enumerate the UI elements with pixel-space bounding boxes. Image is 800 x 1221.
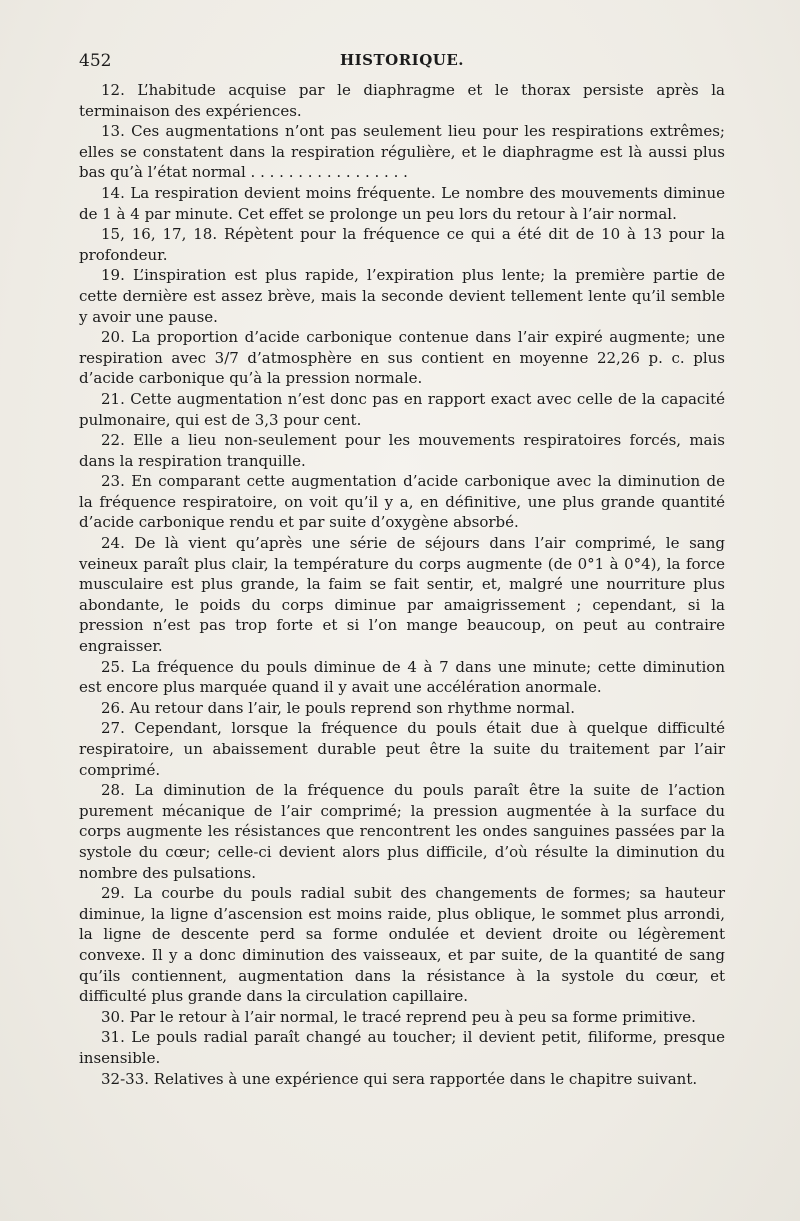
paragraph-29: 29. La courbe du pouls radial subit des changements de formes; sa hauteur diminue, la ligne d’ascension est moins raide, plus oblique, le sommet plus arrondi, la ligne de descente perd sa forme ondulée et devient droite ou légèrement convexe. Il y a donc diminution des vaisseaux, et par suite, de la quantité de sang qu’ils contiennent, augmentation dans la résistance à la systole du cœur, et difficulté plus grande dans la circulation capillaire. (79, 884, 725, 1006)
paragraph-27: 27. Cependant, lorsque la fréquence du pouls était due à quelque difficulté respiratoire, un abaissement durable peut être la suite du traitement par l’air comprimé. (79, 719, 725, 779)
paragraph-23: 23. En comparant cette augmentation d’acide carbonique avec la diminution de la fréquence respiratoire, on voit qu’il y a, en définitive, une plus grande quantité d’acide carbonique rendu et par suite d’oxygène absorbé. (79, 472, 725, 532)
paragraph-26: 26. Au retour dans l’air, le pouls reprend son rhythme normal. (101, 698, 575, 717)
paragraph-20: 20. La proportion d’acide carbonique contenue dans l’air expiré augmente; une respiration avec 3/7 d’atmosphère en sus contient en moyenne 22,26 p. c. plus d’acide carbonique qu’à la pression normale. (79, 328, 725, 388)
page-header (79, 48, 725, 74)
paragraph-22: 22. Elle a lieu non-seulement pour les mouvements respiratoires forcés, mais dans la respiration tranquille. (79, 431, 725, 470)
body-text (79, 80, 725, 1089)
paragraph-15-18: 15, 16, 17, 18. Répètent pour la fréquence ce qui a été dit de 10 à 13 pour la profondeur. (79, 225, 725, 264)
paragraph-31: 31. Le pouls radial paraît changé au toucher; il devient petit, filiforme, presque insensible. (79, 1028, 725, 1067)
running-title: HISTORIQUE. (339, 51, 465, 69)
paragraph-30: 30. Par le retour à l’air normal, le tracé reprend peu à peu sa forme primitive. (101, 1007, 696, 1026)
paragraph-13: 13. Ces augmentations n’ont pas seulement lieu pour les respirations extrêmes; elles se constatent dans la respiration régulière, et le diaphragme est là aussi plus bas qu’à l’état normal . . . . . . . . . . . . . . . . . (79, 122, 725, 182)
paragraph-25: 25. La fréquence du pouls diminue de 4 à 7 dans une minute; cette diminution est encore plus marquée quand il y avait une accélération anormale. (79, 657, 725, 697)
paragraph-28: 28. La diminution de la fréquence du pouls paraît être la suite de l’action purement mécanique de l’air comprimé; la pression augmentée à la surface du corps augmente les résistances que rencontrent les ondes sanguines passées par la systole du cœur; celle-ci devient alors plus difficile, d’où résulte la diminution du nombre des pulsations. (79, 781, 725, 882)
paragraph-19: 19. L’inspiration est plus rapide, l’expiration plus lente; la première partie de cette dernière est assez brève, mais la seconde devient tellement lente qu’il semble y avoir une pause. (79, 266, 725, 326)
paragraph-24: 24. De là vient qu’après une série de séjours dans l’air comprimé, le sang veineux paraît plus clair, la température du corps augmente (de 0°1 à 0°4), la force musculaire est plus grande, la faim se fait sentir, et, malgré une nourriture plus abondante, le poids du corps diminue par amaigrissement ; cependant, si la pression n’est pas trop forte et si l’on mange beaucoup, on peut au contraire engraisser. (79, 534, 725, 656)
paragraph-12: 12. L’habitude acquise par le diaphragme et le thorax persiste après la terminaison des expériences. (79, 81, 725, 120)
paragraph-21: 21. Cette augmentation n’est donc pas en rapport exact avec celle de la capacité pulmonaire, qui est de 3,3 pour cent. (79, 389, 725, 429)
paragraph-32-33: 32-33. Relatives à une expérience qui sera rapportée dans le chapitre suivant. (101, 1069, 698, 1088)
page-number: 452 (79, 51, 112, 71)
paragraph-14: 14. La respiration devient moins fréquente. Le nombre des mouvements diminue de 1 à 4 par minute. Cet effet se prolonge un peu lors du retour à l’air normal. (79, 183, 725, 223)
